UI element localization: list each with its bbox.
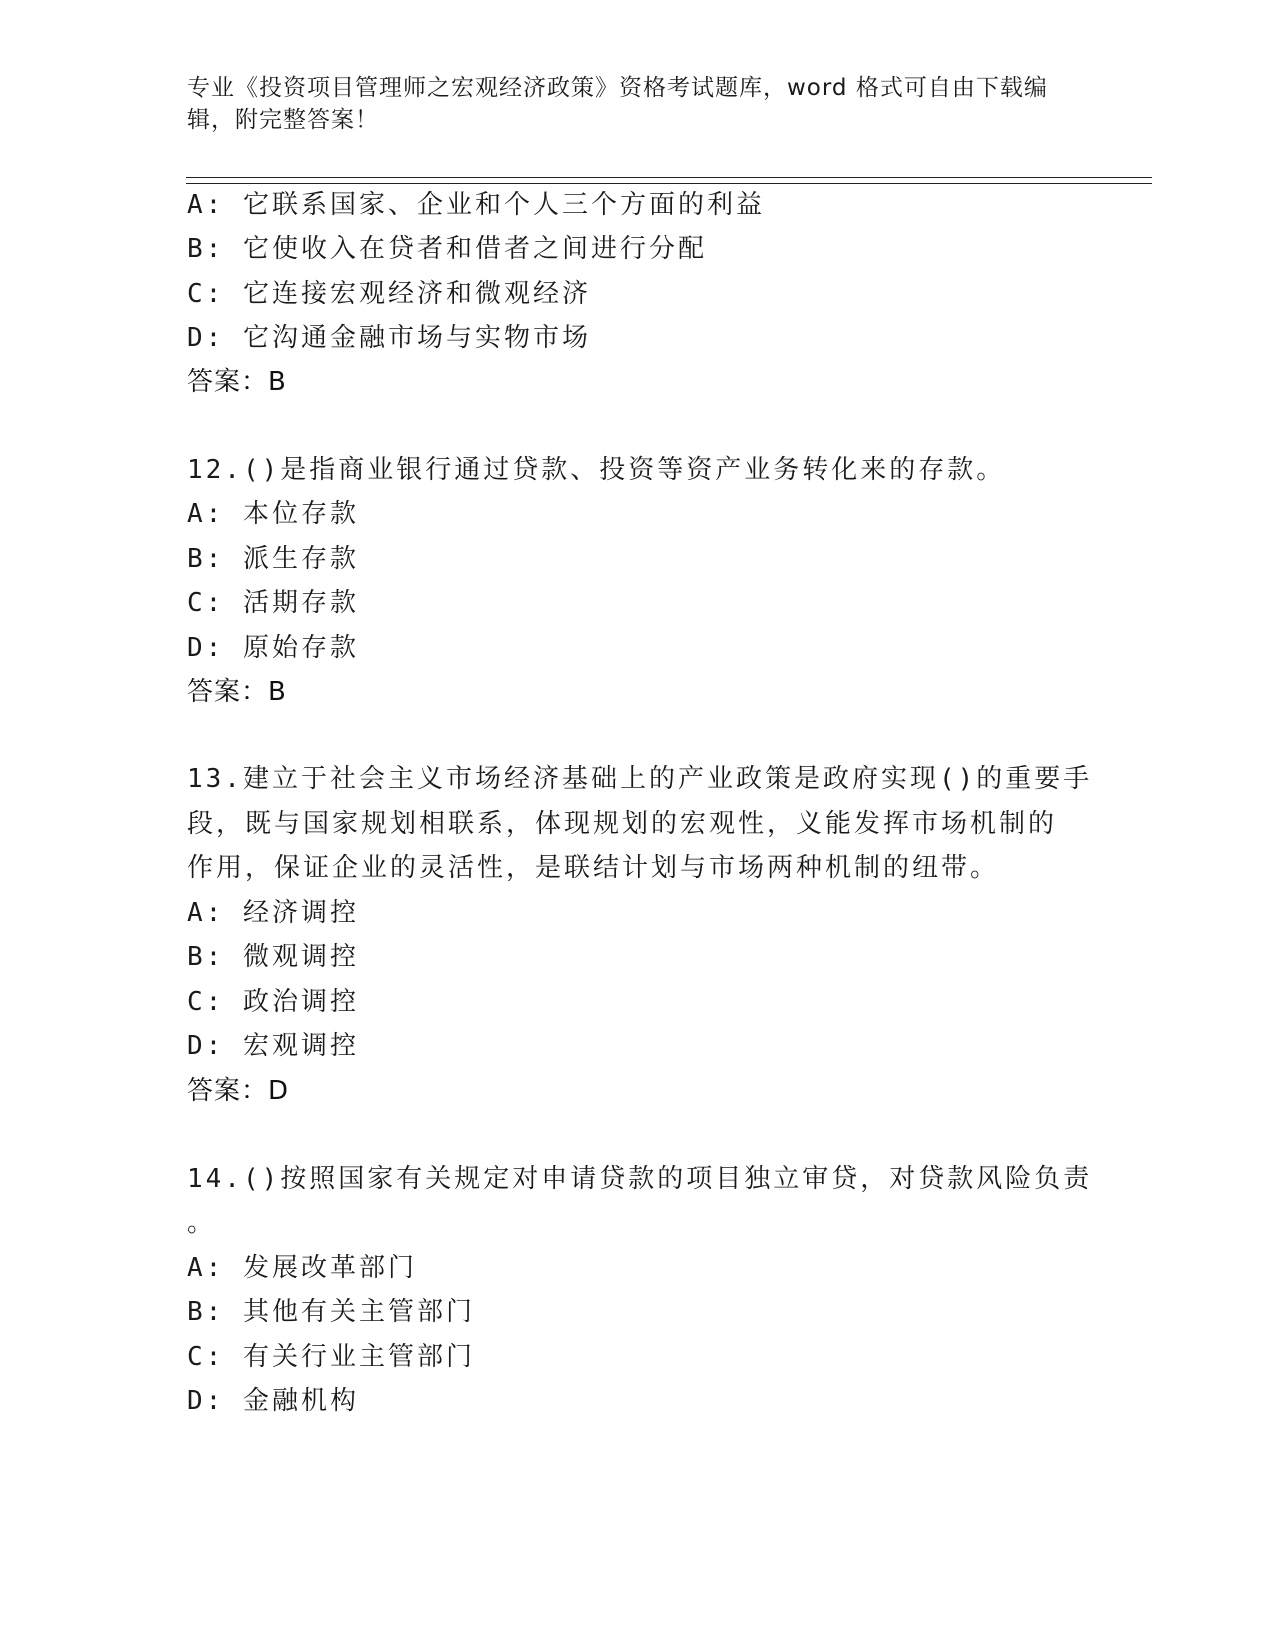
header-divider-bottom — [186, 183, 1152, 184]
q13-option-a: A: 经济调控 — [187, 898, 359, 928]
q14-question-line-2: 。 — [187, 1208, 217, 1238]
q11-answer: 答案：B — [187, 367, 287, 397]
q11-option-a: A: 它联系国家、企业和个人三个方面的利益 — [187, 190, 765, 220]
q14-option-c: C: 有关行业主管部门 — [187, 1342, 475, 1372]
q11-option-d: D: 它沟通金融市场与实物市场 — [187, 323, 591, 353]
q13-option-c: C: 政治调控 — [187, 987, 359, 1017]
q12-option-b: B: 派生存款 — [187, 544, 359, 574]
q14-option-a: A: 发展改革部门 — [187, 1253, 417, 1283]
q12-answer: 答案：B — [187, 677, 287, 707]
q12-option-a: A: 本位存款 — [187, 499, 359, 529]
q12-question: 12.()是指商业银行通过贷款、投资等资产业务转化来的存款。 — [187, 455, 1006, 485]
q11-option-c: C: 它连接宏观经济和微观经济 — [187, 279, 591, 309]
q14-question-line-1: 14.()按照国家有关规定对申请贷款的项目独立审贷，对贷款风险负责 — [187, 1164, 1093, 1194]
q12-option-c: C: 活期存款 — [187, 588, 359, 618]
q14-option-d: D: 金融机构 — [187, 1386, 359, 1416]
header-divider-top — [186, 177, 1152, 178]
q13-option-b: B: 微观调控 — [187, 942, 359, 972]
q13-answer: 答案：D — [187, 1076, 290, 1106]
q13-option-d: D: 宏观调控 — [187, 1031, 359, 1061]
q14-option-b: B: 其他有关主管部门 — [187, 1297, 475, 1327]
q13-question-line-1: 13.建立于社会主义市场经济基础上的产业政策是政府实现()的重要手 — [187, 764, 1093, 794]
document-header: 专业《投资项目管理师之宏观经济政策》资格考试题库，word 格式可自由下载编辑，附完整答案！ — [187, 75, 1048, 133]
q11-option-b: B: 它使收入在贷者和借者之间进行分配 — [187, 234, 707, 264]
q13-question-line-2: 段，既与国家规划相联系，体现规划的宏观性，义能发挥市场机制的 — [187, 809, 1058, 839]
q12-option-d: D: 原始存款 — [187, 633, 359, 663]
q13-question-line-3: 作用，保证企业的灵活性，是联结计划与市场两种机制的纽带。 — [187, 853, 1000, 883]
